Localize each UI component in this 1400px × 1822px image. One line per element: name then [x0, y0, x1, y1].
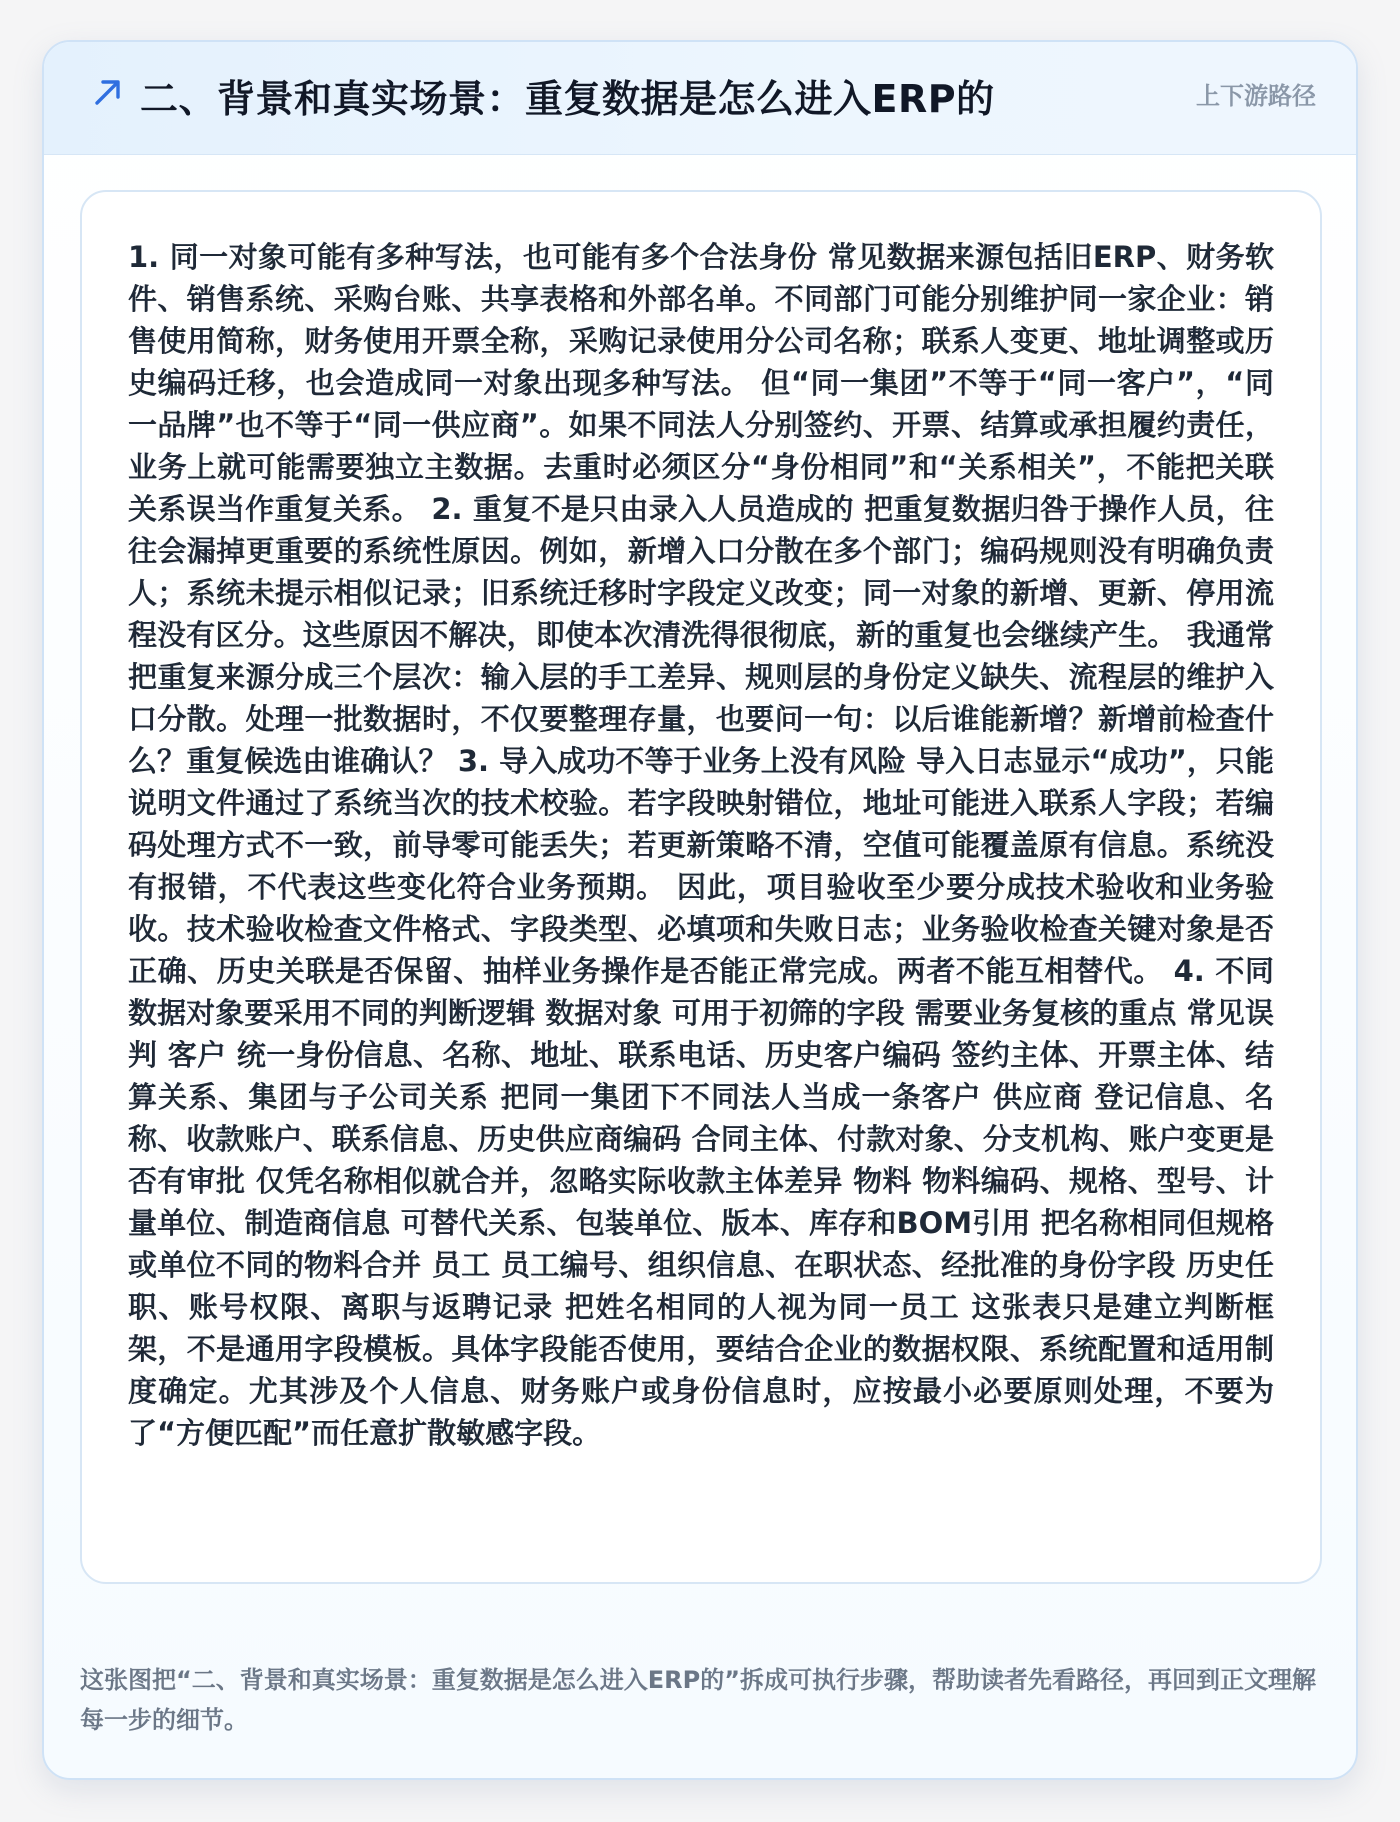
arrow-up-right-icon	[88, 72, 128, 112]
section-title: 二、背景和真实场景：重复数据是怎么进入ERP的	[140, 77, 995, 121]
section-card	[42, 40, 1358, 1780]
section-tag: 上下游路径	[1196, 82, 1316, 110]
section-header	[44, 42, 1356, 155]
figure-caption: 这张图把“二、背景和真实场景：重复数据是怎么进入ERP的”拆成可执行步骤，帮助读者先看路径，再回到正文理解每一步的细节。	[80, 1666, 1317, 1734]
body-text: 1. 同一对象可能有多种写法，也可能有多个合法身份 常见数据来源包括旧ERP、财务软件、销售系统、采购台账、共享表格和外部名单。不同部门可能分别维护同一家企业：销售使用简称，财务使用开票全称，采购记录使用分公司名称；联系人变更、地址调整或历史编码迁移，也会造成同一对象出现多种写法。 但“同一集团”不等于“同一客户”，“同一品牌”也不等于“同一供应商”。如果不同法人分别签约、开票、结算或承担履约责任，业务上就可能需要独立主数据。去重时必须区分“身份相同”和“关系相关”，不能把关联关系误当作重复关系。 2. 重复不是只由录入人员造成的 把重复数据归咎于操作人员，往往会漏掉更重要的系统性原因。例如，新增入口分散在多个部门；编码规则没有明确负责人；系统未提示相似记录；旧系统迁移时字段定义改变；同一对象的新增、更新、停用流程没有区分。这些原因不解决，即使本次清洗得很彻底，新的重复也会继续产生。 我通常把重复来源分成三个层次：输入层的手工差异、规则层的身份定义缺失、流程层的维护入口分散。处理一批数据时，不仅要整理存量，也要问一句：以后谁能新增？新增前检查什么？重复候选由谁确认？ 3. 导入成功不等于业务上没有风险 导入日志显示“成功”，只能说明文件通过了系统当次的技术校验。若字段映射错位，地址可能进入联系人字段；若编码处理方式不一致，前导零可能丢失；若更新策略不清，空值可能覆盖原有信息。系统没有报错，不代表这些变化符合业务预期。 因此，项目验收至少要分成技术验收和业务验收。技术验收检查文件格式、字段类型、必填项和失败日志；业务验收检查关键对象是否正确、历史关联是否保留、抽样业务操作是否能正常完成。两者不能互相替代。 4. 不同数据对象要采用不同的判断逻辑 数据对象 可用于初筛的字段 需要业务复核的重点 常见误判 客户 统一身份信息、名称、地址、联系电话、历史客户编码 签约主体、开票主体、结算关系、集团与子公司关系 把同一集团下不同法人当成一条客户 供应商 登记信息、名称、收款账户、联系信息、历史供应商编码 合同主体、付款对象、分支机构、账户变更是否有审批 仅凭名称相似就合并，忽略实际收款主体差异 物料 物料编码、规格、型号、计量单位、制造商信息 可替代关系、包装单位、版本、库存和BOM引用 把名称相同但规格或单位不同的物料合并 员工 员工编号、组织信息、在职状态、经批准的身份字段 历史任职、账号权限、离职与返聘记录 把姓名相同的人视为同一员工 这张表只是建立判断框架，不是通用字段模板。具体字段能否使用，要结合企业的数据权限、系统配置和适用制度确定。尤其涉及个人信息、财务账户或身份信息时，应按最小必要原则处理，不要为了“方便匹配”而任意扩散敏感字段。	[128, 240, 1274, 1450]
content-panel	[80, 190, 1322, 1584]
